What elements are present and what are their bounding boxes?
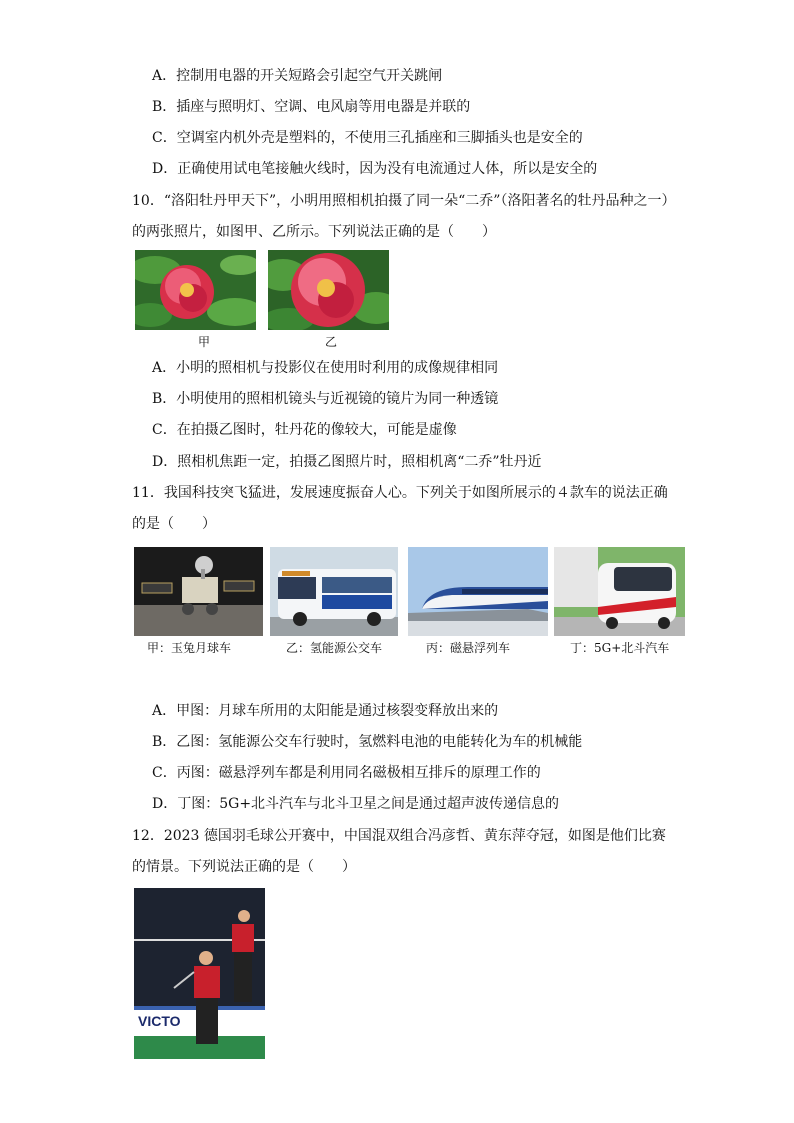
q10-option-b: B．小明使用的照相机镜头与近视镜的镜片为同一种透镜 <box>152 391 499 407</box>
q11-stem-line2: 的是（ ） <box>132 516 216 532</box>
q11-caption-yi: 乙：氢能源公交车 <box>286 641 383 655</box>
5g-car-photo <box>554 547 685 636</box>
banner-logo-text: VICTO <box>138 1013 181 1029</box>
q10-stem-line1: 10．“洛阳牡丹甲天下”，小明用照相机拍摄了同一朵“二乔”（洛阳著名的牡丹品种之一） <box>132 193 676 209</box>
maglev-train-photo <box>408 547 548 636</box>
q11-caption-jia: 甲：玉兔月球车 <box>147 641 232 655</box>
q12-stem-line1: 12．2023 德国羽毛球公开赛中，中国混双组合冯彦哲、黄东萍夺冠，如图是他们比赛 <box>132 828 666 844</box>
q11-option-c: C．丙图：磁悬浮列车都是利用同名磁极相互排斥的原理工作的 <box>152 765 541 781</box>
q9-option-a: A．控制用电器的开关短路会引起空气开关跳闸 <box>152 68 443 84</box>
q11-option-a: A．甲图：月球车所用的太阳能是通过核裂变释放出来的 <box>152 703 499 719</box>
q11-option-d: D．丁图：5G+北斗汽车与北斗卫星之间是通过超声波传递信息的 <box>152 796 560 812</box>
q11-caption-ding: 丁：5G+北斗汽车 <box>570 641 670 655</box>
lunar-rover-photo <box>134 547 263 636</box>
q11-caption-bing: 丙：磁悬浮列车 <box>426 641 511 655</box>
q9-option-c: C．空调室内机外壳是塑料的，不使用三孔插座和三脚插头也是安全的 <box>152 130 583 146</box>
hydrogen-bus-photo <box>270 547 398 636</box>
q10-stem-line2: 的两张照片，如图甲、乙所示。下列说法正确的是（ ） <box>132 224 496 240</box>
badminton-photo <box>134 888 265 1059</box>
q9-option-b: B．插座与照明灯、空调、电风扇等用电器是并联的 <box>152 99 471 115</box>
peony-photo-yi <box>268 250 389 330</box>
q9-option-d: D．正确使用试电笔接触火线时，因为没有电流通过人体，所以是安全的 <box>152 161 598 177</box>
q10-caption-yi: 乙 <box>325 335 338 349</box>
q11-stem-line1: 11．我国科技突飞猛进，发展速度振奋人心。下列关于如图所展示的４款车的说法正确 <box>132 485 668 501</box>
q10-option-c: C．在拍摄乙图时，牡丹花的像较大，可能是虚像 <box>152 422 457 438</box>
peony-photo-jia <box>135 250 256 330</box>
q10-option-d: D．照相机焦距一定，拍摄乙图照片时，照相机离“二乔”牡丹近 <box>152 454 542 470</box>
q11-option-b: B．乙图：氢能源公交车行驶时，氢燃料电池的电能转化为车的机械能 <box>152 734 583 750</box>
q10-option-a: A．小明的照相机与投影仪在使用时利用的成像规律相同 <box>152 360 499 376</box>
q10-caption-jia: 甲 <box>198 335 211 349</box>
q12-stem-line2: 的情景。下列说法正确的是（ ） <box>132 859 356 875</box>
